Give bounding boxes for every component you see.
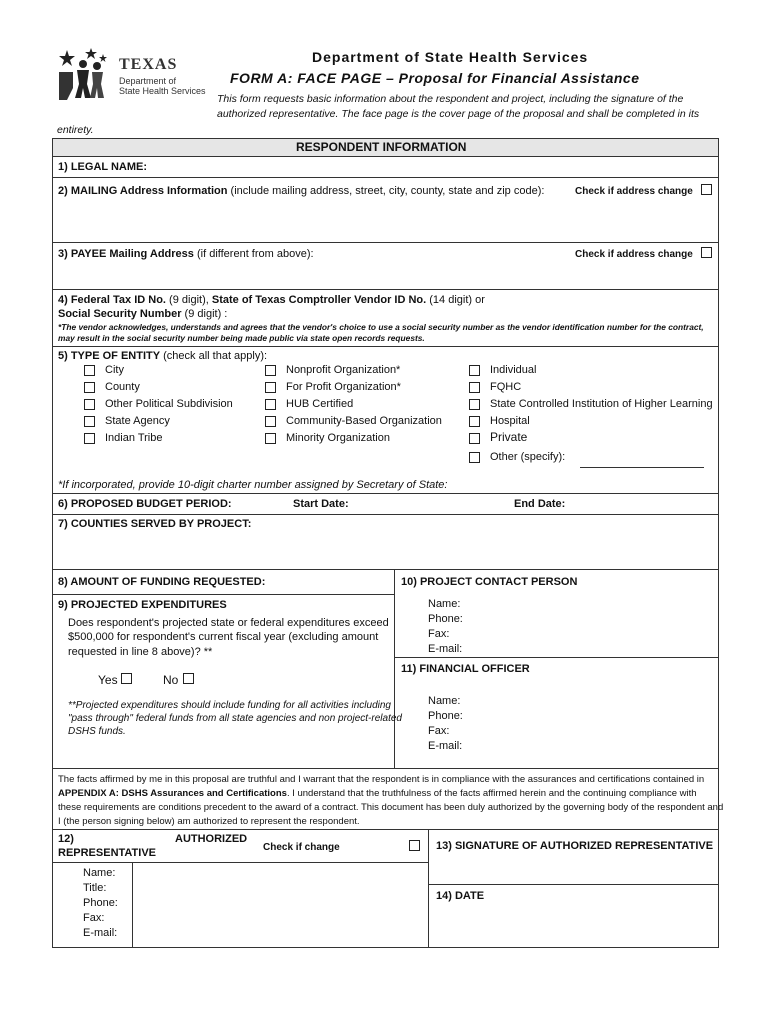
intro-line-3: entirety. xyxy=(57,124,94,136)
intro-line-1: This form requests basic information about the respondent and project, including the signature of the xyxy=(217,93,684,105)
entity-other-specify-line[interactable] xyxy=(580,467,704,468)
entity-other-label: Other (specify): xyxy=(490,451,566,463)
financial-name: Name: xyxy=(428,695,461,707)
financial-phone: Phone: xyxy=(428,710,463,722)
entity-option: Indian Tribe xyxy=(105,432,163,444)
projected-expenditures-label: 9) PROJECTED EXPENDITURES xyxy=(58,599,227,611)
rep-email: E-mail: xyxy=(83,927,118,939)
entity-option: State Agency xyxy=(105,415,170,427)
contact-email: E-mail: xyxy=(428,643,463,655)
budget-period-label: 6) PROPOSED BUDGET PERIOD: xyxy=(58,498,232,510)
expenditures-note-2: "pass through" federal funds from all state agencies and non project-related xyxy=(68,713,402,724)
entity-option: Community-Based Organization xyxy=(286,415,442,427)
entity-individual-checkbox[interactable] xyxy=(469,365,480,376)
start-date-label: Start Date: xyxy=(293,498,349,510)
rep-fax: Fax: xyxy=(83,912,105,924)
incorporation-footnote: *If incorporated, provide 10-digit charter number assigned by Secretary of State: xyxy=(58,479,448,491)
contact-fax: Fax: xyxy=(428,628,450,640)
ssn-note-line-2: may result in the social security number being made public via state open records requests. xyxy=(58,333,425,343)
expenditures-note-3: DSHS funds. xyxy=(68,726,126,737)
entity-option: Private xyxy=(490,430,528,444)
entity-other-checkbox[interactable] xyxy=(469,452,480,463)
entity-option: Minority Organization xyxy=(286,432,390,444)
expenditures-question-3: requested in line 8 above)? ** xyxy=(68,646,213,658)
signature-label: 13) SIGNATURE OF AUTHORIZED REPRESENTATIVE xyxy=(436,840,714,852)
affirmation-line-2: APPENDIX A: DSHS Assurances and Certifications. I understand that the truthfulness of the facts affirmed herein and the continuing compliance with xyxy=(58,788,697,799)
financial-officer-label: 11) FINANCIAL OFFICER xyxy=(401,663,530,675)
affirmation-line-3: these requirements are conditions precedent to the award of a contract. This document has been duly authorized by the governing body of the respondent and xyxy=(58,802,724,813)
entity-option: County xyxy=(105,381,140,393)
yes-label: Yes xyxy=(98,673,118,687)
funding-requested-label: 8) AMOUNT OF FUNDING REQUESTED: xyxy=(58,576,266,588)
mailing-check-label: Check if address change xyxy=(575,186,693,197)
mailing-address-label: 2) MAILING Address Information (include mailing address, street, city, county, state and zip code): xyxy=(58,185,545,197)
end-date-label: End Date: xyxy=(514,498,566,510)
form-subtitle: FORM A: FACE PAGE – Proposal for Financial Assistance xyxy=(230,70,640,86)
tax-id-line-1: 4) Federal Tax ID No. (9 digit), State of Texas Comptroller Vendor ID No. (14 digit) or xyxy=(58,294,485,306)
entity-hospital-checkbox[interactable] xyxy=(469,416,480,427)
payee-check-label: Check if address change xyxy=(575,249,693,260)
section-title: RESPONDENT INFORMATION xyxy=(296,140,467,154)
entity-option: State Controlled Institution of Higher Learning xyxy=(490,398,713,410)
entity-higher-learning-checkbox[interactable] xyxy=(469,399,480,410)
tax-id-line-2: Social Security Number (9 digit) : xyxy=(58,308,228,320)
logo-state: TEXAS xyxy=(119,56,178,73)
affirmation-line-4: I (the person signing below) am authorized to represent the respondent. xyxy=(58,816,360,827)
no-label: No xyxy=(163,673,179,687)
rep-authorized: AUTHORIZED xyxy=(175,833,248,845)
rep-check-label: Check if change xyxy=(263,842,340,853)
financial-email: E-mail: xyxy=(428,740,463,752)
entity-county-checkbox[interactable] xyxy=(84,382,95,393)
entity-option: Individual xyxy=(490,364,537,376)
logo-line1: Department of xyxy=(119,76,177,86)
texas-star-people-icon xyxy=(57,48,117,104)
mailing-address-change-checkbox[interactable] xyxy=(701,184,712,195)
project-contact-label: 10) PROJECT CONTACT PERSON xyxy=(401,576,578,588)
financial-fax: Fax: xyxy=(428,725,450,737)
contact-name: Name: xyxy=(428,598,461,610)
entity-option: FQHC xyxy=(490,381,522,393)
entity-option: For Profit Organization* xyxy=(286,381,401,393)
payee-address-change-checkbox[interactable] xyxy=(701,247,712,258)
rep-name: Name: xyxy=(83,867,116,879)
entity-indian-tribe-checkbox[interactable] xyxy=(84,433,95,444)
affirmation-line-1: The facts affirmed by me in this proposal are truthful and I warrant that the respondent is in compliance with the assurances and certifications contained in xyxy=(58,774,705,785)
expenditures-question-1: Does respondent's projected state or federal expenditures exceed xyxy=(68,617,389,629)
entity-hub-checkbox[interactable] xyxy=(265,399,276,410)
counties-label: 7) COUNTIES SERVED BY PROJECT: xyxy=(58,518,252,530)
expenditures-note-1: **Projected expenditures should include funding for all activities including xyxy=(68,700,391,711)
rep-phone: Phone: xyxy=(83,897,118,909)
entity-option: Hospital xyxy=(490,415,530,427)
entity-private-checkbox[interactable] xyxy=(469,433,480,444)
rep-title: Title: xyxy=(83,882,107,894)
entity-other-political-checkbox[interactable] xyxy=(84,399,95,410)
expenditures-yes-checkbox[interactable] xyxy=(121,673,132,684)
expenditures-no-checkbox[interactable] xyxy=(183,673,194,684)
rep-change-checkbox[interactable] xyxy=(409,840,420,851)
entity-state-agency-checkbox[interactable] xyxy=(84,416,95,427)
entity-option: HUB Certified xyxy=(286,398,354,410)
entity-fqhc-checkbox[interactable] xyxy=(469,382,480,393)
legal-name-label: 1) LEGAL NAME: xyxy=(58,161,148,173)
entity-community-checkbox[interactable] xyxy=(265,416,276,427)
ssn-note-line-1: *The vendor acknowledges, understands and agrees that the vendor's choice to use a social security number as the vendor identification number for the contract, xyxy=(58,322,704,332)
entity-option: Other Political Subdivision xyxy=(105,398,233,410)
payee-address-label: 3) PAYEE Mailing Address (if different from above): xyxy=(58,248,314,260)
intro-line-2: authorized representative. The face page is the cover page of the proposal and shall be completed in its xyxy=(217,108,700,120)
form-title: Department of State Health Services xyxy=(312,49,589,65)
entity-city-checkbox[interactable] xyxy=(84,365,95,376)
entity-nonprofit-checkbox[interactable] xyxy=(265,365,276,376)
logo-line2: State Health Services xyxy=(119,86,206,96)
dshs-logo xyxy=(57,48,207,104)
rep-representative: REPRESENTATIVE xyxy=(58,847,156,859)
expenditures-question-2: $500,000 for respondent's current fiscal year (excluding amount xyxy=(68,631,379,643)
entity-option: City xyxy=(105,364,124,376)
rep-number: 12) xyxy=(58,833,74,845)
date-label: 14) DATE xyxy=(436,890,485,902)
entity-forprofit-checkbox[interactable] xyxy=(265,382,276,393)
entity-option: Nonprofit Organization* xyxy=(286,364,401,376)
contact-phone: Phone: xyxy=(428,613,463,625)
entity-minority-checkbox[interactable] xyxy=(265,433,276,444)
entity-type-label: 5) TYPE OF ENTITY (check all that apply): xyxy=(58,350,268,362)
